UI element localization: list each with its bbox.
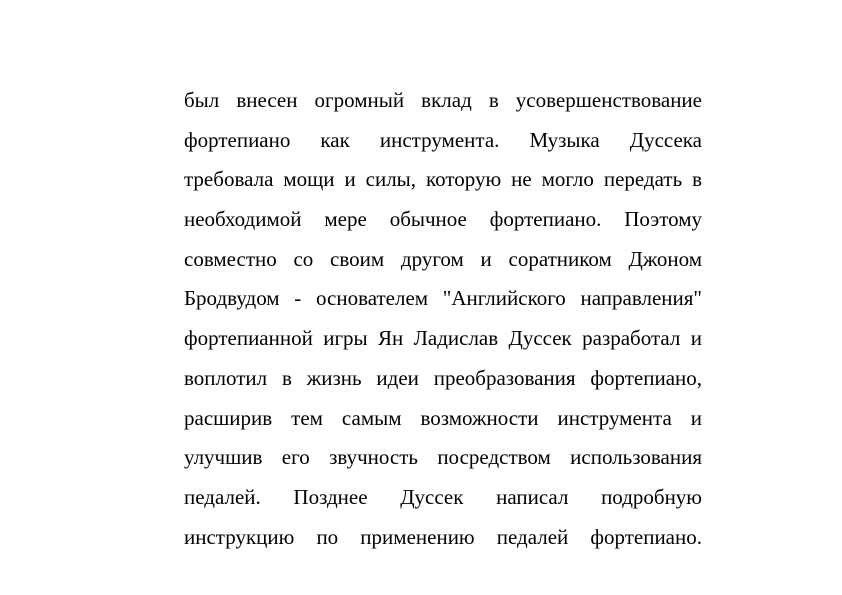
text-line: был внесен огромный вклад в усовершенствование — [184, 88, 702, 112]
text-line: расширив тем самым возможности инструмента и — [184, 405, 702, 430]
text-line: воплотил в жизнь идеи преобразования фортепиано, — [184, 365, 702, 390]
text-line: требовала мощи и силы, которую не могло передать в — [184, 167, 702, 192]
text-line: улучшив его звучность посредством использования — [184, 445, 702, 470]
text-line: фортепиано как инструмента. Музыка Дуссека — [184, 127, 702, 152]
text-line: фортепианной игры Ян Ладислав Дуссек разработал и — [184, 326, 702, 351]
text-line: необходимой мере обычное фортепиано. Поэтому — [184, 207, 702, 232]
body-paragraph — [184, 85, 702, 561]
text-line: педалей. Позднее Дуссек написал подробную — [184, 484, 702, 509]
text-line: совместно со своим другом и соратником Джоном — [184, 246, 702, 271]
text-line: Бродвудом - основателем "Английского направления" — [184, 286, 702, 311]
text-line: инструкцию по применению педалей фортепиано. — [184, 524, 702, 549]
